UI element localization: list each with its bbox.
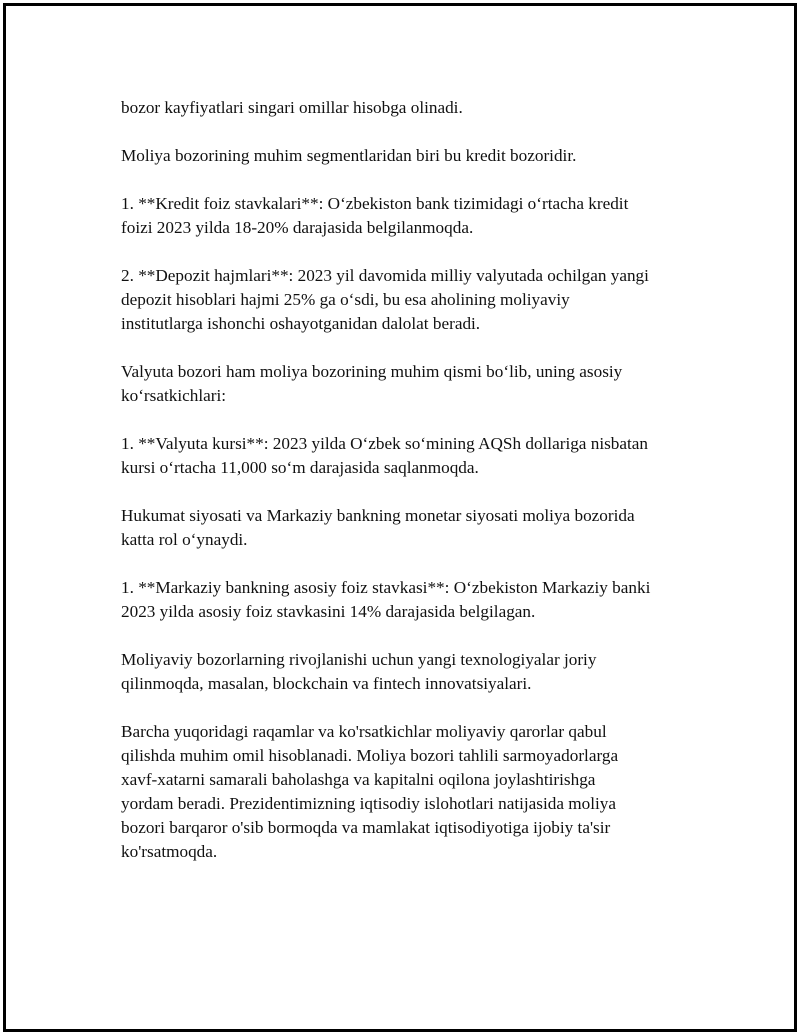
paragraph-6: 1. **Valyuta kursi**: 2023 yilda O‘zbek so‘mining AQSh dollariga nisbatan kursi o‘rtacha 11,000 so‘m darajasida saqlanmoqda. <box>121 434 649 477</box>
paragraph-4: 2. **Depozit hajmlari**: 2023 yil davomida milliy valyutada ochilgan yangi depozit hisoblari hajmi 25% ga o‘sdi, bu esa aholining moliyaviy institutlarga ishonchi oshayotganidan dalolat beradi. <box>121 266 649 333</box>
paragraph-7: Hukumat siyosati va Markaziy bankning monetar siyosati moliya bozorida katta rol o‘ynaydi. <box>121 506 635 549</box>
paragraph-5: Valyuta bozori ham moliya bozorining muhim qismi bo‘lib, uning asosiy ko‘rsatkichlari: <box>121 362 623 405</box>
paragraph-9: Moliyaviy bozorlarning rivojlanishi uchun yangi texnologiyalar joriy qilinmoqda, masalan, blockchain va fintech innovatsiyalari. <box>121 650 597 693</box>
page-frame <box>3 3 797 1032</box>
paragraph-2: Moliya bozorining muhim segmentlaridan biri bu kredit bozoridir. <box>121 146 577 165</box>
paragraph-1: bozor kayfiyatlari singari omillar hisobga olinadi. <box>121 98 463 117</box>
paragraph-8: 1. **Markaziy bankning asosiy foiz stavkasi**: O‘zbekiston Markaziy banki 2023 yilda asosiy foiz stavkasini 14% darajasida belgilagan. <box>121 578 651 621</box>
document-body <box>121 96 721 888</box>
paragraph-10: Barcha yuqoridagi raqamlar va ko'rsatkichlar moliyaviy qarorlar qabul qilishda muhim omil hisoblanadi. Moliya bozori tahlili sarmoyadorlarga xavf-xatarni samarali baholashga va kapitalni oqilona joylashtirishga yordam beradi. Prezidentimizning iqtisodiy islohotlari natijasida moliya bozori barqaror o'sib bormoqda va mamlakat iqtisodiyotiga ijobiy ta'sir ko'rsatmoqda. <box>121 722 619 861</box>
paragraph-3: 1. **Kredit foiz stavkalari**: O‘zbekiston bank tizimidagi o‘rtacha kredit foizi 2023 yilda 18-20% darajasida belgilanmoqda. <box>121 194 629 237</box>
